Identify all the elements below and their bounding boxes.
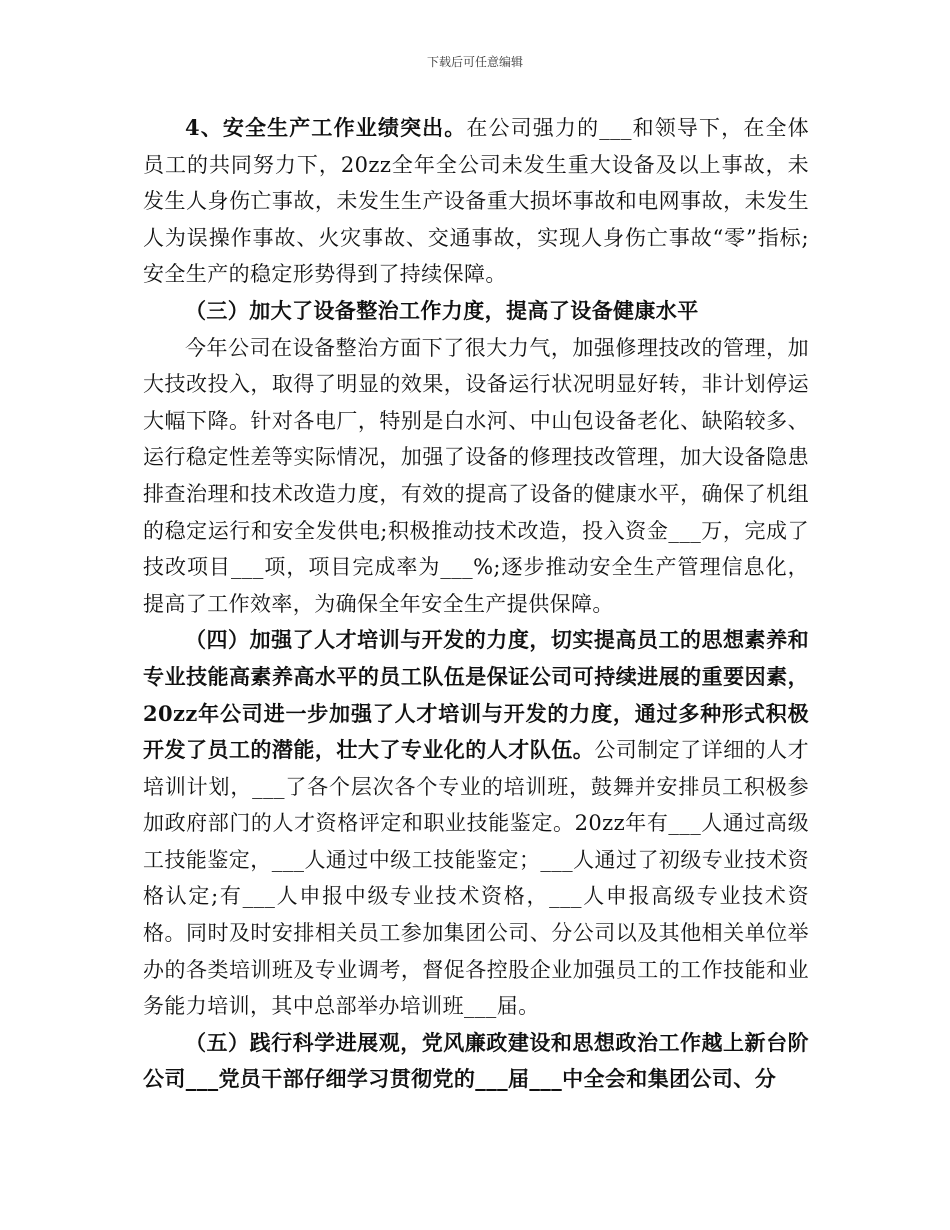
paragraph-safety-results: [143, 110, 809, 293]
paragraph-text: 公司制定了详细的人才培训计划，___了各个层次各个专业的培训班，鼓舞并安排员工积极参加政府部门的人才资格评定和职业技能鉴定。20zz年有___人通过高级工技能鉴定，___人通过中级工技能鉴定；___人通过了初级专业技术资格认定;有___人申报中级专业技术资格，___人申报高级专业技术资格。同时及时安排相关员工参加集团公司、分公司以及其他相关单位举办的各类培训班及专业调考，督促各控股企业加强员工的工作技能和业务能力培训，其中总部举办培训班___届。: [143, 738, 809, 1019]
paragraph-text: 在公司强力的___和领导下，在全体员工的共同努力下，20zz全年全公司未发生重大设备及以上事故，未发生人身伤亡事故，未发生生产设备重大损坏事故和电网事故，未发生人为误操作事故、火灾事故、交通事故，实现人身伤亡事故“零”指标;安全生产的稳定形势得到了持续保障。: [143, 116, 809, 287]
paragraph-lead: （四）加强了人才培训与开发的力度，切实提高员工的思想素养和专业技能高素养高水平的员工队伍是保证公司可持续进展的重要因素，20zz年公司进一步加强了人才培训与开发的力度，通过多种形式积极开发了员工的潜能，壮大了专业化的人才队伍。: [143, 627, 809, 763]
paragraph-lead: 4、安全生产工作业绩突出。: [185, 115, 467, 140]
page-header: 下载后可任意编辑: [426, 55, 523, 69]
section-heading-equipment: （三）加大了设备整治工作力度，提高了设备健康水平: [185, 297, 699, 323]
paragraph-equipment: 今年公司在设备整治方面下了很大力气，加强修理技改的管理，加大技改投入，取得了明显的效果，设备运行状况明显好转，非计划停运大幅下降。针对各电厂，特别是白水河、中山包设备老化、缺陷较多、运行稳定性差等实际情况，加强了设备的修理技改管理，加大设备隐患排查治理和技术改造力度，有效的提高了设备的健康水平，确保了机组的稳定运行和安全发供电;积极推动技术改造，投入资金___万，完成了技改项目___项，项目完成率为___%;逐步推动安全生产管理信息化，提高了工作效率，为确保全年安全生产提供保障。: [143, 335, 809, 616]
document-body: [143, 110, 809, 1098]
section-heading-party-building: （五）践行科学进展观，党风廉政建设和思想政治工作越上新台阶公司___党员干部仔细学习贯彻党的___届___中全会和集团公司、分: [143, 1029, 809, 1092]
paragraph-training: [143, 622, 809, 1025]
